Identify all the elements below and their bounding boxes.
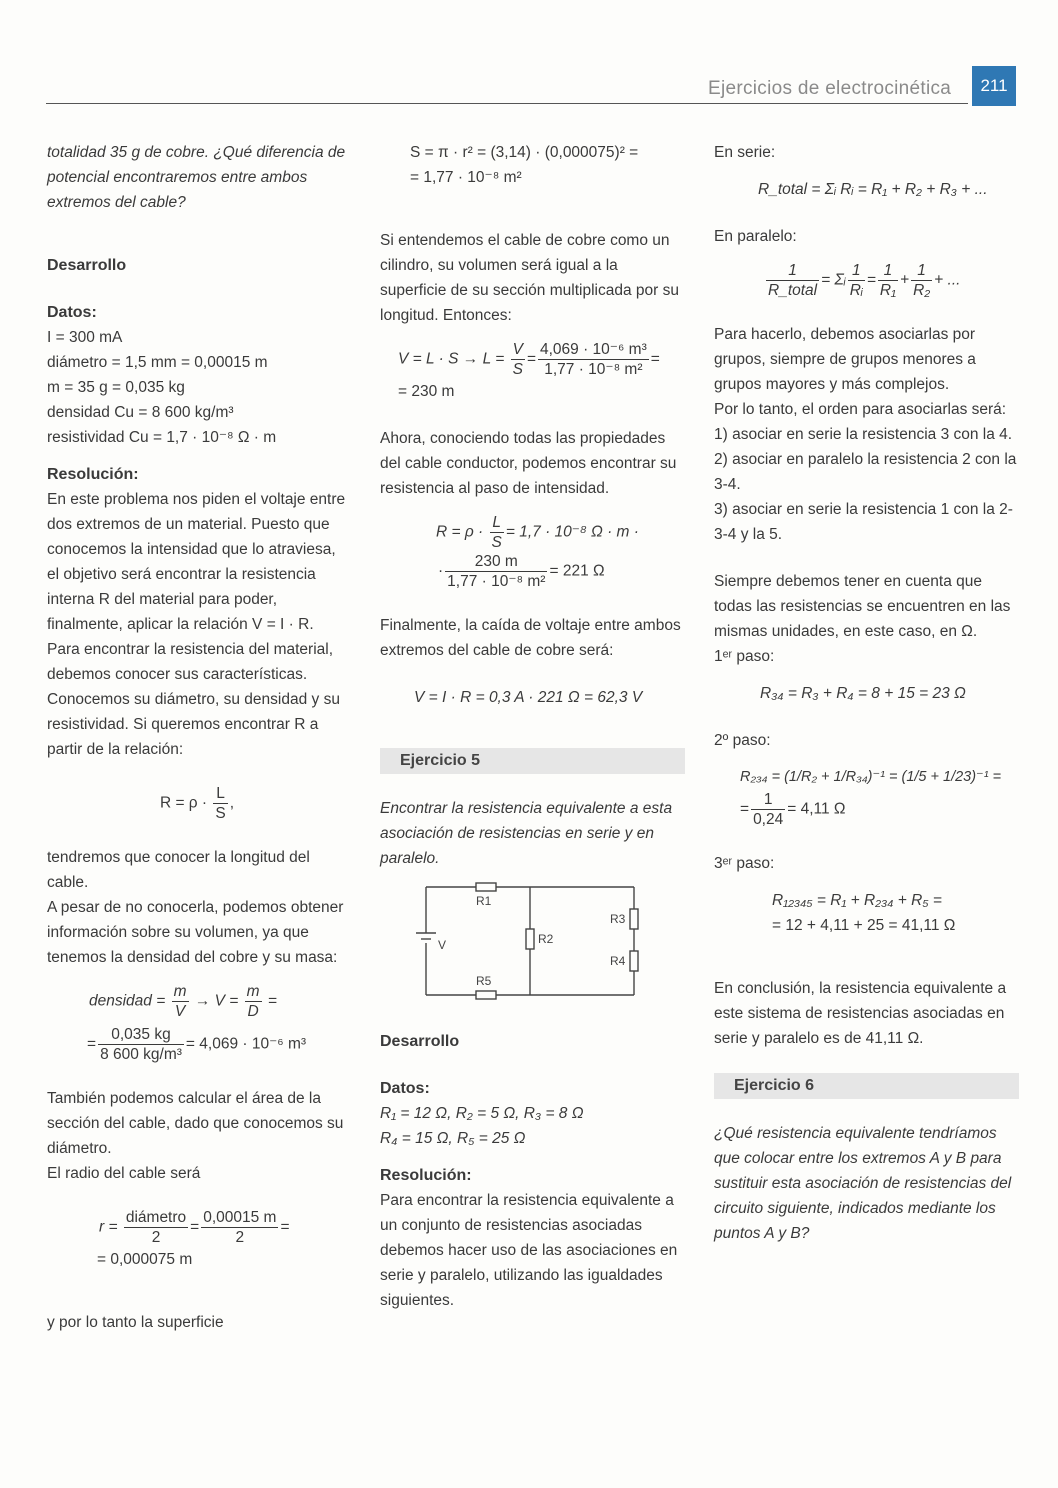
resolucion-heading: Resolución: <box>47 466 139 483</box>
paragraph-radio: El radio del cable será <box>47 1165 201 1182</box>
paragraph-conclusion: En conclusión, la resistencia equivalente a este sistema de resistencias asociadas en serie y paralelo es de 41,11 Ω. <box>714 980 1007 1047</box>
label-r1: R1 <box>476 894 492 908</box>
label-paralelo: En paralelo: <box>714 228 797 245</box>
resistor-r4 <box>630 951 638 971</box>
exercise-6-title: Ejercicio 6 <box>714 1073 1019 1099</box>
formula-paso-2-result: = $\frac{1}{0,24}$ = 4,11 Ω <box>740 791 846 828</box>
paragraph-longitud: tendremos que conocer la longitud del cable. <box>47 849 310 891</box>
label-serie: En serie: <box>714 144 776 161</box>
formula-paso-2: R₂₃₄ = (1/R₂ + 1/R₃₄)⁻¹ = (1/5 + 1/23)⁻¹ = <box>740 769 1002 785</box>
datos-r4-r5: R₄ = 15 Ω, R₅ = 25 Ω <box>380 1130 526 1147</box>
formula-longitud-result: = 230 m <box>398 383 455 400</box>
formula-longitud: V = L · S → L = $\frac{V}{S}$ = $\frac{\text{4,069 · 10⁻⁶ m³}}{\text{1,77 · 10⁻⁸ m²}}$ = <box>398 341 660 378</box>
paragraph-superficie: y por lo tanto la superficie <box>47 1314 224 1331</box>
step-3: 3) asociar en serie la resistencia 1 con la 2-3-4 y la 5. <box>714 501 1013 543</box>
column-left <box>47 140 347 1335</box>
formula-resistencia-result: · $\frac{230 m}{\text{1,77 · 10⁻⁸ m²}}$ = 221 Ω <box>438 553 605 590</box>
exercise-5-statement: Encontrar la resistencia equivalente a esta asociación de resistencias en serie y en paralelo. <box>380 800 673 867</box>
resolucion-paragraph-1: En este problema nos piden el voltaje entre dos extremos de un material. Puesto que conocemos la intensidad que lo atraviesa, el objetivo será encontrar la resistencia interna R del material para poder, finalmente, aplicar la relación V = I · R. <box>47 491 346 633</box>
resolucion-paragraph-2: Para encontrar la resistencia del material, debemos conocer sus características. Conocemos su diámetro, su densidad y su resistividad. Si queremos encontrar R a partir de la relación: <box>47 641 340 758</box>
formula-serie: R_total = Σᵢ Rᵢ = R₁ + R₂ + R₃ + ... <box>758 181 988 198</box>
paragraph-orden: Por lo tanto, el orden para asociarlas será: <box>714 401 1007 418</box>
label-r5: R5 <box>476 974 492 988</box>
formula-volumen: = $\frac{0,035 kg}{\text{8 600 kg/m³}}$ = 4,069 · 10⁻⁶ m³ <box>87 1026 307 1063</box>
formula-paso-1: R₃₄ = R₃ + R₄ = 8 + 15 = 23 Ω <box>760 685 966 702</box>
formula-paso-3: R₁₂₃₄₅ = R₁ + R₂₃₄ + R₅ = <box>772 892 942 909</box>
formula-radio: r = $\frac{\text{diámetro}}{2}$ = $\frac{0,00015 m}{2}$ = <box>99 1209 290 1246</box>
formula-resistencia: R = ρ · $\frac{L}{S}$ , <box>159 785 235 822</box>
dato-intensidad: I = 300 mA <box>47 329 123 346</box>
paragraph-cilindro: Si entendemos el cable de cobre como un cilindro, su volumen será igual a la superficie de su sección multiplicada por su longitud. Entonces: <box>380 232 679 324</box>
paragraph-unidades: Siempre debemos tener en cuenta que todas las resistencias se encuentren en las mismas unidades, en este caso, en Ω. <box>714 573 1011 640</box>
formula-superficie: S = π · r² = (3,14) · (0,000075)² = <box>410 144 639 161</box>
exercise-5-title: Ejercicio 5 <box>380 748 685 774</box>
page-number: 211 <box>972 66 1016 106</box>
formula-voltaje: V = I · R = 0,3 A · 221 Ω = 62,3 V <box>414 689 643 706</box>
dato-resistividad: resistividad Cu = 1,7 · 10⁻⁸ Ω · m <box>47 429 277 446</box>
datos-heading: Datos: <box>47 304 97 321</box>
label-paso-2: 2º paso: <box>714 732 771 749</box>
resolucion-paragraph-ex5: Para encontrar la resistencia equivalente a un conjunto de resistencias asociadas debemos hacer uso de las asociaciones en serie y paralelo, utilizando las igualdades siguientes. <box>380 1192 678 1309</box>
datos-r1-r3: R₁ = 12 Ω, R₂ = 5 Ω, R₃ = 8 Ω <box>380 1105 584 1122</box>
label-r4: R4 <box>610 954 626 968</box>
step-2: 2) asociar en paralelo la resistencia 2 con la 3-4. <box>714 451 1017 493</box>
resistor-r1 <box>476 883 496 891</box>
datos-heading-2: Datos: <box>380 1080 430 1097</box>
label-r2: R2 <box>538 932 554 946</box>
resistor-r5 <box>476 991 496 999</box>
header-rule <box>46 103 968 104</box>
formula-radio-result: = 0,000075 m <box>97 1251 193 1268</box>
formula-superficie-result: = 1,77 · 10⁻⁸ m² <box>410 169 522 186</box>
formula-paso-3-result: = 12 + 4,11 + 25 = 41,11 Ω <box>772 917 956 934</box>
section-desarrollo: Desarrollo <box>47 257 127 274</box>
paragraph-grupos: Para hacerlo, debemos asociarlas por grupos, siempre de grupos menores a grupos mayores y más complejos. <box>714 326 976 393</box>
formula-paralelo: $\frac{1}{\text{R\_total}}$ = Σᵢ $\frac{1}{\text{Rᵢ}}$ = $\frac{1}{\text{R₁}}$ + $\frac{1}{\text{R₂}}$ + ... <box>768 262 961 299</box>
column-right <box>714 140 1019 1246</box>
resistor-r2 <box>526 929 534 949</box>
formula-densidad: densidad = $\frac{m}{V}$ → V = $\frac{m}{D}$ = <box>89 983 277 1020</box>
paragraph-propiedades: Ahora, conociendo todas las propiedades del cable conductor, podemos encontrar su resistencia al paso de intensidad. <box>380 430 677 497</box>
paragraph-caida-voltaje: Finalmente, la caída de voltaje entre ambos extremos del cable de cobre será: <box>380 617 681 659</box>
column-middle <box>380 140 685 1313</box>
paragraph-area: También podemos calcular el área de la sección del cable, dado que conocemos su diámetro. <box>47 1090 344 1157</box>
section-desarrollo-2: Desarrollo <box>380 1033 460 1050</box>
running-title: Ejercicios de electrocinética <box>708 78 952 99</box>
label-v: V <box>438 938 447 952</box>
paragraph-volumen: A pesar de no conocerla, podemos obtener información sobre su volumen, ya que tenemos la densidad del cobre y su masa: <box>47 899 344 966</box>
dato-masa: m = 35 g = 0,035 kg <box>47 379 185 396</box>
formula-resistencia-cable: R = ρ · $\frac{L}{S}$ = 1,7 · 10⁻⁸ Ω · m · <box>436 514 639 551</box>
label-r3: R3 <box>610 912 626 926</box>
dato-diametro: diámetro = 1,5 mm = 0,00015 m <box>47 354 268 371</box>
dato-densidad: densidad Cu = 8 600 kg/m³ <box>47 404 234 421</box>
label-paso-3: 3ᵉʳ paso: <box>714 855 775 872</box>
problem-statement-end: totalidad 35 g de cobre. ¿Qué diferencia de potencial encontraremos entre ambos extremos del cable? <box>47 144 346 211</box>
circuit-diagram <box>410 877 640 1007</box>
label-paso-1: 1ᵉʳ paso: <box>714 648 775 665</box>
resistor-r3 <box>630 909 638 929</box>
exercise-6-statement: ¿Qué resistencia equivalente tendríamos que colocar entre los extremos A y B para sustituir esta asociación de resistencias del circuito siguiente, indicados mediante los puntos A y B? <box>714 1125 1012 1242</box>
step-1: 1) asociar en serie la resistencia 3 con la 4. <box>714 426 1013 443</box>
resolucion-heading-2: Resolución: <box>380 1167 472 1184</box>
